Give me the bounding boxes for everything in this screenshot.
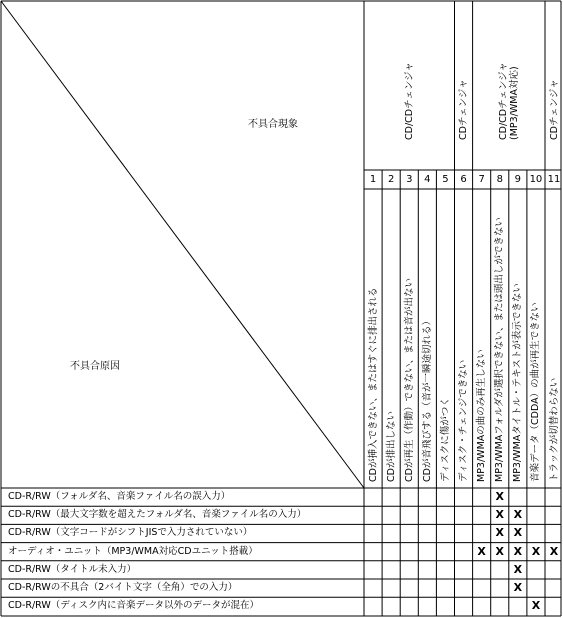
column-phenomenon-text: CDが再生（作動）できない、または音が出ない xyxy=(403,278,415,482)
group-label: CD/CDチェンジャ xyxy=(497,62,509,140)
column-phenomenon-text: MP3/WMAフォルダが選択できない、または頭出しができない xyxy=(494,217,506,482)
cause-label: 不具合原因 xyxy=(70,361,120,372)
x-mark: X xyxy=(495,526,504,540)
phenomenon-label: 不具合現象 xyxy=(248,119,298,130)
x-mark: X xyxy=(513,544,523,558)
corner-diagonal xyxy=(1,1,364,488)
row-cause-label: オーディオ・ユニット（MP3/WMA対応CDユニット搭載） xyxy=(8,545,258,557)
column-phenomenon-text: CDが排出しない xyxy=(385,411,397,482)
column-number: 11 xyxy=(547,173,561,185)
x-mark: X xyxy=(513,581,523,594)
column-number: 5 xyxy=(442,173,449,185)
column-phenomenon-text: MP3/WMAタイトル・テキストが表示できない xyxy=(512,283,524,482)
column-number: 7 xyxy=(478,173,485,185)
column-number: 8 xyxy=(496,173,503,185)
column-number: 1 xyxy=(369,173,377,185)
column-number: 6 xyxy=(460,173,467,185)
row-cause-label: CD-R/RW（フォルダ名、音楽ファイル名の誤入力） xyxy=(8,491,231,502)
x-mark: X xyxy=(513,562,523,576)
column-phenomenon-text: トラックが切替わらない xyxy=(548,377,560,482)
column-number: 10 xyxy=(529,173,543,185)
column-phenomenon-text: MP3/WMAの曲のみ再生しない xyxy=(476,349,488,482)
group-label: CDチェンジャ xyxy=(548,79,560,140)
group-label: CDチェンジャ xyxy=(458,79,470,140)
column-number: 9 xyxy=(514,173,522,185)
column-number: 3 xyxy=(406,173,413,185)
x-mark: X xyxy=(495,508,504,522)
column-phenomenon-text: ディスクに傷がつく xyxy=(439,397,451,482)
x-mark: X xyxy=(495,544,504,558)
x-mark: X xyxy=(531,599,541,613)
column-phenomenon-text: CDが挿入できない、またはすぐに排出される xyxy=(367,287,379,482)
x-mark: X xyxy=(477,544,486,558)
x-mark: X xyxy=(531,544,541,558)
column-phenomenon-text: 音楽データ（CDDA）の曲が再生できない xyxy=(530,302,542,482)
x-mark: X xyxy=(549,544,559,558)
row-cause-label: CD-R/RW（タイトル未入力） xyxy=(8,563,137,575)
group-label: CD/CDチェンジャ xyxy=(403,62,415,140)
column-number: 2 xyxy=(387,173,395,185)
column-number: 4 xyxy=(424,173,431,185)
row-cause-label: CD-R/RW（ディスク内に音楽データ以外のデータが混在） xyxy=(8,600,260,612)
x-mark: X xyxy=(495,490,504,503)
column-phenomenon-text: CDが音飛びする（音が一瞬途切れる） xyxy=(421,316,433,482)
row-cause-label: CD-R/RW（最大文字数を超えたフォルダ名、音楽ファイル名の入力） xyxy=(8,509,307,521)
x-mark: X xyxy=(513,508,523,522)
row-cause-label: CD-R/RWの不具合（2バイト文字（全角）での入力） xyxy=(8,582,238,593)
x-mark: X xyxy=(513,526,523,540)
row-cause-label: CD-R/RW（文字コードがシフトJISで入力されていない） xyxy=(8,527,253,539)
column-phenomenon-text: ディスク・チェンジできない xyxy=(458,359,470,482)
group-sublabel: (MP3/WMA対応) xyxy=(508,66,520,140)
